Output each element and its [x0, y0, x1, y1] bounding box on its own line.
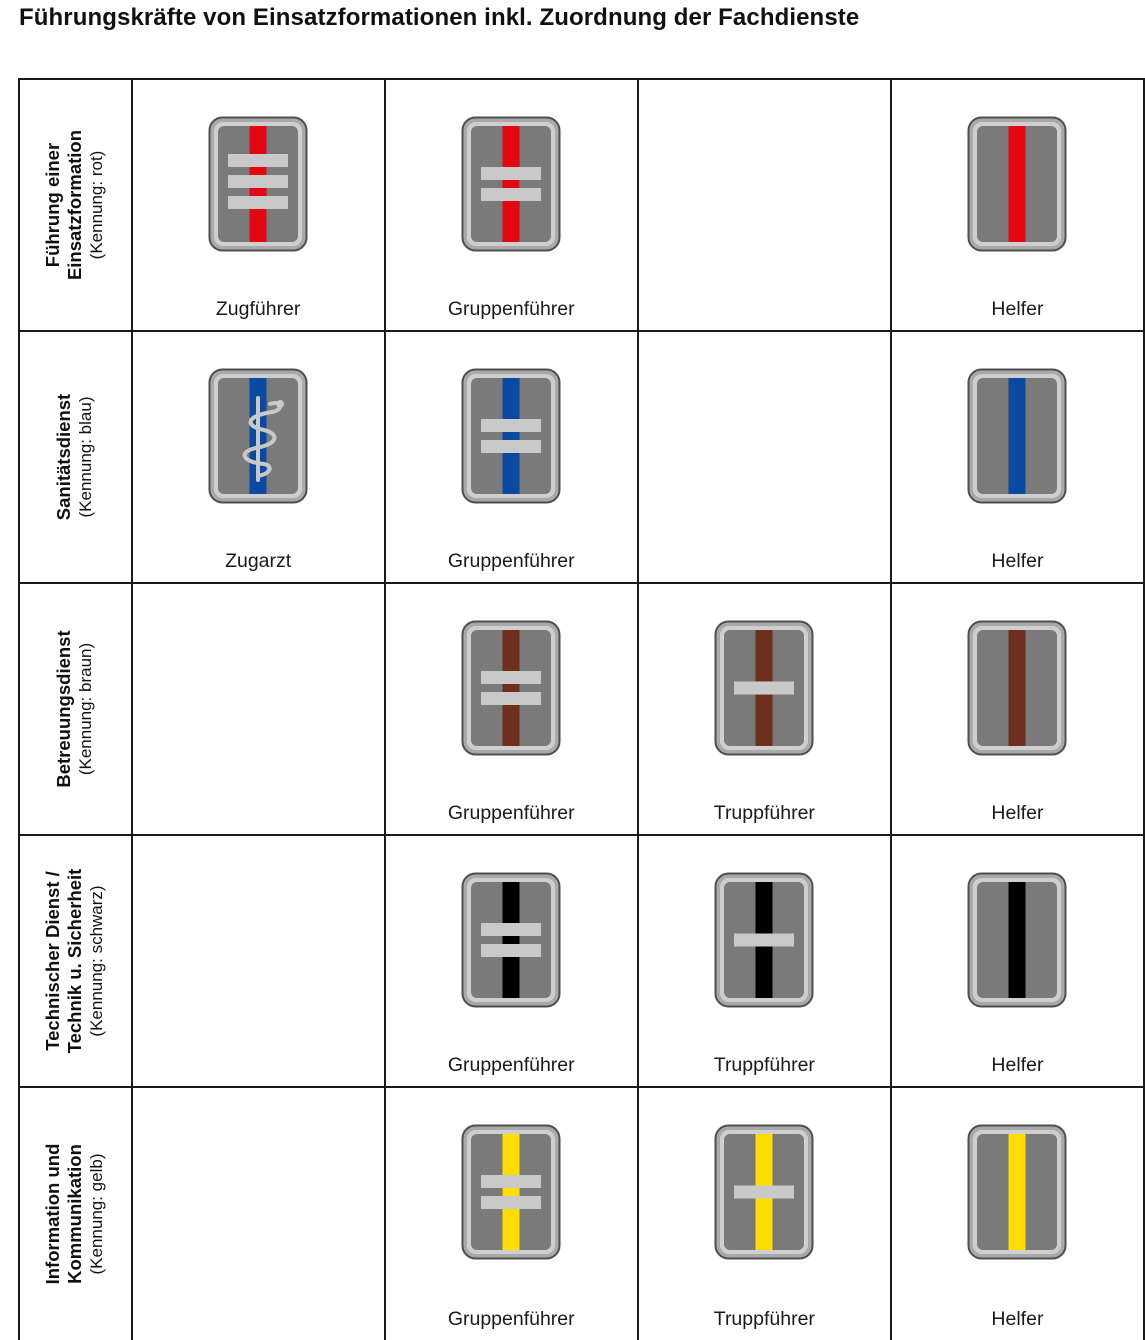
rank-bar — [481, 188, 541, 201]
rank-badge-icon — [967, 116, 1067, 252]
rank-bar — [481, 944, 541, 957]
service-stripe — [503, 126, 520, 242]
rank-bar — [734, 682, 794, 695]
rank-bar — [481, 692, 541, 705]
page-title: Führungskräfte von Einsatzformationen inkl. Zuordnung der Fachdienste — [19, 4, 860, 31]
insignia-cell — [891, 835, 1144, 1087]
insignia-cell — [638, 835, 891, 1087]
insignia-cell — [385, 79, 638, 331]
role-label: Truppführer — [713, 1054, 815, 1076]
row-header — [19, 79, 132, 331]
empty-cell — [638, 331, 891, 583]
badge-wrapper — [967, 872, 1067, 1008]
rank-badge-icon — [967, 368, 1067, 504]
row-header-label — [42, 841, 108, 1081]
role-label: Helfer — [991, 1054, 1044, 1076]
badge-wrapper — [714, 872, 814, 1008]
service-stripe — [1009, 126, 1026, 242]
insignia-cell — [891, 1087, 1144, 1340]
row-kennung: (Kennung: schwarz) — [87, 885, 107, 1037]
row-header — [19, 1087, 132, 1340]
empty-cell — [638, 79, 891, 331]
row-title-line: Einsatzformation — [64, 129, 86, 281]
role-label: Zugarzt — [225, 550, 292, 572]
row-title-line: Kommunikation — [64, 1144, 86, 1284]
rank-badge-icon — [714, 620, 814, 756]
row-kennung: (Kennung: gelb) — [87, 1153, 107, 1275]
row-header-label — [53, 589, 97, 829]
role-label: Gruppenführer — [447, 1308, 575, 1330]
rank-badge-icon — [967, 872, 1067, 1008]
role-label: Truppführer — [713, 802, 815, 824]
insignia-cell — [385, 1087, 638, 1340]
badge-wrapper — [208, 368, 308, 504]
service-stripe — [1009, 1134, 1026, 1250]
rank-bar — [734, 1186, 794, 1199]
table-row — [19, 1087, 1144, 1340]
role-label: Gruppenführer — [447, 1054, 575, 1076]
snake-head — [276, 400, 284, 408]
row-kennung: (Kennung: blau) — [76, 396, 96, 518]
rank-badge-icon — [461, 620, 561, 756]
empty-cell — [132, 1087, 385, 1340]
service-stripe — [503, 1134, 520, 1250]
badge-wrapper — [208, 116, 308, 252]
empty-cell — [132, 835, 385, 1087]
badge-wrapper — [461, 116, 561, 252]
row-header — [19, 583, 132, 835]
row-header — [19, 835, 132, 1087]
rank-bar — [481, 1196, 541, 1209]
badge-wrapper — [461, 368, 561, 504]
insignia-cell — [638, 583, 891, 835]
table-row — [19, 79, 1144, 331]
badge-wrapper — [967, 368, 1067, 504]
row-header — [19, 331, 132, 583]
rank-badge-icon — [714, 872, 814, 1008]
insignia-cell — [132, 79, 385, 331]
insignia-cell — [385, 583, 638, 835]
insignia-table — [18, 78, 1145, 1340]
badge-wrapper — [967, 116, 1067, 252]
table-row — [19, 583, 1144, 835]
role-label: Gruppenführer — [447, 802, 575, 824]
role-label: Helfer — [991, 550, 1044, 572]
row-header-label — [53, 337, 97, 577]
rank-badge-icon — [461, 1124, 561, 1260]
empty-cell — [132, 583, 385, 835]
rank-bar — [481, 167, 541, 180]
rank-badge-icon — [461, 368, 561, 504]
row-header-label — [42, 85, 108, 325]
row-title-line: Sanitätsdienst — [53, 393, 75, 521]
rank-badge-icon — [208, 368, 308, 504]
rank-bar — [481, 1175, 541, 1188]
badge-wrapper — [461, 1124, 561, 1260]
badge-wrapper — [714, 620, 814, 756]
role-label: Gruppenführer — [447, 298, 575, 320]
rank-bar — [481, 671, 541, 684]
badge-wrapper — [714, 1124, 814, 1260]
service-stripe — [503, 378, 520, 494]
service-stripe — [503, 882, 520, 998]
service-stripe — [1009, 630, 1026, 746]
row-header-label — [42, 1094, 108, 1334]
badge-wrapper — [967, 1124, 1067, 1260]
row-title-line: Führung einer — [42, 142, 64, 268]
table-row — [19, 835, 1144, 1087]
badge-wrapper — [967, 620, 1067, 756]
insignia-cell — [385, 331, 638, 583]
rank-bar — [228, 196, 288, 209]
rank-badge-icon — [461, 872, 561, 1008]
insignia-cell — [132, 331, 385, 583]
role-label: Truppführer — [713, 1308, 815, 1330]
insignia-cell — [385, 835, 638, 1087]
rank-bar — [228, 154, 288, 167]
service-stripe — [1009, 882, 1026, 998]
insignia-cell — [891, 583, 1144, 835]
table-row — [19, 331, 1144, 583]
insignia-cell — [891, 79, 1144, 331]
role-label: Helfer — [991, 298, 1044, 320]
role-label: Helfer — [991, 802, 1044, 824]
insignia-cell — [891, 331, 1144, 583]
rank-bar — [481, 923, 541, 936]
role-label: Zugführer — [215, 298, 301, 320]
rank-badge-icon — [714, 1124, 814, 1260]
row-title-line: Information und — [42, 1143, 64, 1285]
rank-bar — [734, 934, 794, 947]
insignia-cell — [638, 1087, 891, 1340]
service-stripe — [1009, 378, 1026, 494]
badge-wrapper — [461, 620, 561, 756]
rank-bar — [481, 419, 541, 432]
rank-bar — [228, 175, 288, 188]
row-kennung: (Kennung: braun) — [76, 642, 96, 776]
row-title-line: Technik u. Sicherheit — [64, 868, 86, 1054]
service-stripe — [503, 630, 520, 746]
rank-badge-icon — [967, 620, 1067, 756]
rank-badge-icon — [461, 116, 561, 252]
rank-badge-icon — [208, 116, 308, 252]
role-label: Gruppenführer — [447, 550, 575, 572]
row-title-line: Betreuungsdienst — [53, 630, 75, 788]
badge-wrapper — [461, 872, 561, 1008]
rank-bar — [481, 440, 541, 453]
row-title-line: Technischer Dienst / — [42, 871, 64, 1051]
role-label: Helfer — [991, 1308, 1044, 1330]
rank-badge-icon — [967, 1124, 1067, 1260]
row-kennung: (Kennung: rot) — [87, 150, 107, 260]
